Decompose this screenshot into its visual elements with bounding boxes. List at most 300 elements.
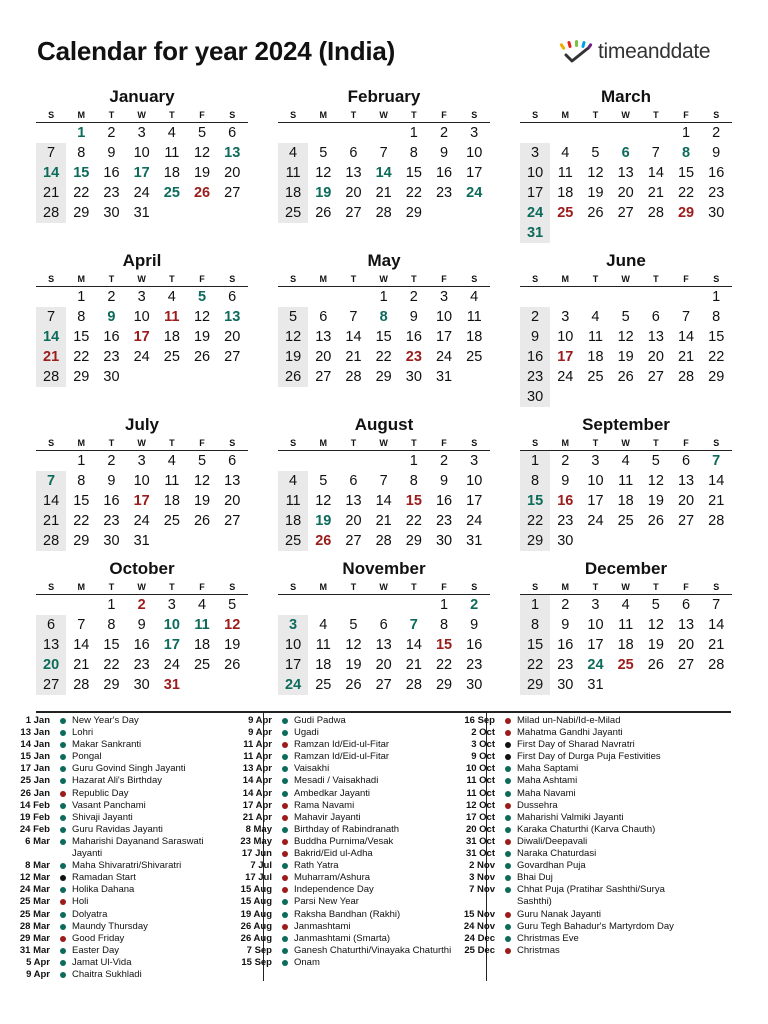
day-cell: 9 xyxy=(561,473,570,489)
holiday-date: 31 Mar xyxy=(19,944,50,956)
day-cell: 17 xyxy=(435,329,453,345)
empty-cell xyxy=(36,595,66,615)
holiday-date: 9 Apr xyxy=(26,968,50,980)
day-cell: 7 xyxy=(712,597,721,613)
holiday-item xyxy=(455,933,677,945)
day-cell: 18 xyxy=(193,637,211,653)
day-cell: 8 xyxy=(77,145,86,161)
holiday-date: 5 Apr xyxy=(26,956,50,968)
weekday-label: F xyxy=(441,582,447,592)
weekday-label: M xyxy=(319,110,328,120)
holiday-date: 8 May xyxy=(245,823,272,835)
holiday-date: 12 Mar xyxy=(19,872,50,884)
day-cell: 2 xyxy=(439,125,449,141)
day-cell: 3 xyxy=(278,615,308,635)
month-august xyxy=(278,414,490,551)
holiday-date: 11 Apr xyxy=(243,751,272,763)
day-cell: 6 xyxy=(681,453,691,469)
holiday-item xyxy=(10,739,232,751)
weekday-label: W xyxy=(621,582,630,592)
holiday-date: 15 Aug xyxy=(240,884,272,896)
holiday-date: 31 Oct xyxy=(465,835,495,847)
day-cell: 12 xyxy=(315,165,332,181)
day-cell: 26 xyxy=(193,513,211,529)
day-cell: 20 xyxy=(375,657,392,673)
day-cell: 14 xyxy=(36,163,66,183)
holiday-item xyxy=(455,800,677,812)
day-cell: 30 xyxy=(103,369,120,385)
holiday-name: Lohri xyxy=(72,727,94,739)
day-grid xyxy=(36,123,248,223)
weekday-label: F xyxy=(683,582,689,592)
weekday-label: S xyxy=(290,274,297,284)
weekday-label: M xyxy=(77,582,86,592)
bullet-dot-icon xyxy=(282,899,288,905)
day-cell: 1 xyxy=(681,125,691,141)
day-cell: 21 xyxy=(36,347,66,367)
holiday-item xyxy=(455,751,677,763)
empty-cell xyxy=(369,595,399,615)
day-cell: 10 xyxy=(520,163,550,183)
weekday-label: T xyxy=(169,582,175,592)
holiday-date: 25 Jan xyxy=(20,775,50,787)
day-cell: 21 xyxy=(405,657,422,673)
holiday-item xyxy=(232,739,454,751)
weekday-label: M xyxy=(561,582,570,592)
day-cell: 23 xyxy=(435,185,453,201)
holiday-item xyxy=(10,896,232,908)
day-cell: 13 xyxy=(315,329,332,345)
month-july xyxy=(36,414,248,551)
day-cell: 17 xyxy=(278,655,308,675)
holiday-item xyxy=(455,909,677,921)
empty-cell xyxy=(36,451,66,471)
day-cell: 27 xyxy=(677,657,695,673)
month-name: January xyxy=(109,87,175,106)
day-cell: 29 xyxy=(103,677,120,693)
bullet-dot-icon xyxy=(282,803,288,809)
weekday-label: W xyxy=(379,274,388,284)
day-grid xyxy=(36,451,248,551)
holiday-name: Easter Day xyxy=(72,944,119,956)
holiday-date: 15 Jan xyxy=(20,751,50,763)
holiday-item xyxy=(10,921,232,933)
day-cell: 19 xyxy=(193,165,211,181)
day-cell: 2 xyxy=(137,597,146,613)
day-cell: 15 xyxy=(73,493,90,509)
holiday-name: Shivaji Jayanti xyxy=(72,811,133,823)
day-cell: 6 xyxy=(349,145,358,161)
day-cell: 20 xyxy=(345,185,362,201)
holiday-date: 25 Mar xyxy=(19,908,50,920)
day-cell: 17 xyxy=(133,165,150,181)
day-cell: 20 xyxy=(677,637,695,653)
day-cell: 17 xyxy=(133,493,150,509)
holiday-item xyxy=(455,860,677,872)
bullet-dot-icon xyxy=(60,899,66,905)
day-cell: 6 xyxy=(349,473,358,489)
holiday-date: 17 Oct xyxy=(465,811,495,823)
day-cell: 16 xyxy=(708,165,725,181)
day-cell: 27 xyxy=(36,675,66,695)
holiday-name: Guru Govind Singh Jayanti xyxy=(72,763,186,775)
holiday-date: 25 Mar xyxy=(19,896,50,908)
day-cell: 25 xyxy=(557,205,574,221)
weekday-header xyxy=(36,108,248,123)
day-cell: 17 xyxy=(520,183,550,203)
holiday-name: Independence Day xyxy=(294,884,374,896)
holiday-date: 14 Jan xyxy=(20,739,50,751)
day-cell: 18 xyxy=(278,183,308,203)
day-cell: 24 xyxy=(587,657,604,673)
day-cell: 9 xyxy=(137,617,146,633)
day-cell: 27 xyxy=(224,513,241,529)
logo[interactable] xyxy=(558,40,710,64)
empty-cell xyxy=(36,287,66,307)
holiday-date: 14 Apr xyxy=(242,775,272,787)
bullet-dot-icon xyxy=(282,730,288,736)
day-cell: 28 xyxy=(375,205,392,221)
day-cell: 22 xyxy=(435,657,453,673)
holiday-name: Muharram/Ashura xyxy=(294,872,371,884)
weekday-label: T xyxy=(350,438,357,448)
bullet-dot-icon xyxy=(505,839,511,845)
weekday-label: M xyxy=(319,438,328,448)
day-cell: 10 xyxy=(133,473,150,489)
bullet-dot-icon xyxy=(60,803,66,809)
day-cell: 28 xyxy=(36,531,66,551)
day-cell: 7 xyxy=(379,145,388,161)
day-cell: 12 xyxy=(647,473,664,489)
weekday-label: T xyxy=(653,110,659,120)
day-cell: 3 xyxy=(137,289,146,305)
holiday-item xyxy=(232,788,454,800)
bullet-dot-icon xyxy=(505,778,511,784)
day-cell: 1 xyxy=(439,597,449,613)
day-cell: 24 xyxy=(133,513,150,529)
holiday-name: Maha Saptami xyxy=(517,763,579,775)
holiday-item xyxy=(10,800,232,812)
bullet-dot-icon xyxy=(282,887,288,893)
day-cell: 8 xyxy=(107,617,116,633)
holiday-date: 14 Apr xyxy=(242,787,272,799)
month-name: March xyxy=(600,87,652,106)
holiday-date: 9 Apr xyxy=(248,715,272,726)
day-cell: 26 xyxy=(193,185,211,201)
holiday-item xyxy=(10,884,232,896)
day-cell: 11 xyxy=(164,473,180,489)
day-cell: 3 xyxy=(591,597,600,613)
empty-cell xyxy=(369,451,399,471)
holiday-date: 19 Feb xyxy=(19,811,50,823)
weekday-label: T xyxy=(653,582,659,592)
day-cell: 30 xyxy=(466,677,483,693)
holiday-date: 7 Sep xyxy=(246,944,272,956)
day-cell: 31 xyxy=(133,205,150,221)
weekday-label: S xyxy=(229,438,236,448)
bullet-dot-icon xyxy=(505,754,511,760)
holiday-item xyxy=(232,775,454,787)
day-cell: 24 xyxy=(466,513,483,529)
holiday-item xyxy=(455,884,677,908)
holiday-name: Raksha Bandhan (Rakhi) xyxy=(294,908,401,920)
holiday-name: Chhat Puja (Pratihar Sashthi/Surya Sashthi) xyxy=(517,884,665,908)
day-cell: 27 xyxy=(345,205,362,221)
day-cell: 24 xyxy=(587,513,604,529)
day-cell: 23 xyxy=(557,657,574,673)
day-cell: 14 xyxy=(375,165,392,181)
holiday-name: Vasant Panchami xyxy=(72,799,146,811)
holiday-name: Karaka Chaturthi (Karva Chauth) xyxy=(517,823,656,835)
day-cell: 9 xyxy=(439,473,449,489)
day-cell: 9 xyxy=(520,327,550,347)
day-cell: 21 xyxy=(73,657,90,673)
day-cell: 8 xyxy=(409,145,418,161)
weekday-label: W xyxy=(379,582,388,592)
weekday-label: M xyxy=(319,274,328,284)
day-cell: 14 xyxy=(36,491,66,511)
weekday-label: S xyxy=(713,110,720,120)
bullet-dot-icon xyxy=(60,778,66,784)
day-cell: 31 xyxy=(587,677,604,693)
month-april xyxy=(36,250,248,387)
bullet-dot-icon xyxy=(60,863,66,869)
day-cell: 28 xyxy=(647,205,664,221)
day-cell: 25 xyxy=(278,531,308,551)
day-cell: 21 xyxy=(36,183,66,203)
weekday-label: S xyxy=(290,110,297,120)
day-cell: 29 xyxy=(73,205,90,221)
day-cell: 10 xyxy=(466,145,483,161)
weekday-header xyxy=(36,272,248,287)
holiday-date: 26 Aug xyxy=(240,920,272,932)
day-cell: 18 xyxy=(163,165,180,181)
bullet-dot-icon xyxy=(60,960,66,966)
month-september xyxy=(520,414,732,551)
holiday-name: Rath Yatra xyxy=(294,860,339,872)
day-cell: 11 xyxy=(278,491,308,511)
day-cell: 22 xyxy=(73,349,90,365)
holiday-date: 7 Jul xyxy=(250,860,272,872)
bullet-dot-icon xyxy=(60,948,66,954)
weekday-label: S xyxy=(713,582,720,592)
weekday-label: T xyxy=(411,438,417,448)
holiday-name: Holika Dahana xyxy=(72,884,135,896)
weekday-label: T xyxy=(592,274,599,284)
holiday-name: Buddha Purnima/Vesak xyxy=(294,835,394,847)
holiday-name: Ugadi xyxy=(294,727,319,739)
day-cell: 7 xyxy=(681,309,691,325)
day-cell: 17 xyxy=(466,165,483,181)
day-cell: 6 xyxy=(379,617,388,633)
holiday-name: New Year's Day xyxy=(72,715,139,726)
day-cell: 22 xyxy=(375,349,392,365)
day-cell: 19 xyxy=(315,185,332,201)
day-cell: 17 xyxy=(163,637,180,653)
holiday-name: Makar Sankranti xyxy=(72,739,142,751)
weekday-label: T xyxy=(411,274,417,284)
holiday-item xyxy=(232,812,454,824)
weekday-label: T xyxy=(108,438,115,448)
holiday-name: Maha Navami xyxy=(517,787,576,799)
weekday-label: S xyxy=(48,438,55,448)
logo-text: timeanddate xyxy=(598,40,711,63)
day-cell: 3 xyxy=(167,597,176,613)
day-cell: 1 xyxy=(712,289,721,305)
holiday-name: Christmas xyxy=(517,944,560,956)
day-cell: 25 xyxy=(193,657,211,673)
day-cell: 5 xyxy=(197,289,207,305)
day-cell: 17 xyxy=(587,637,604,653)
day-cell: 18 xyxy=(617,637,634,653)
weekday-label: S xyxy=(471,274,478,284)
empty-cell xyxy=(520,287,550,307)
holiday-date: 8 Mar xyxy=(25,860,50,872)
day-cell: 12 xyxy=(278,327,308,347)
holiday-name: Republic Day xyxy=(72,787,129,799)
holiday-name: Ambedkar Jayanti xyxy=(294,787,371,799)
day-cell: 4 xyxy=(167,125,176,141)
empty-cell xyxy=(580,287,610,307)
bullet-dot-icon xyxy=(60,730,66,736)
day-cell: 11 xyxy=(466,309,482,325)
weekday-label: W xyxy=(137,582,146,592)
holiday-item xyxy=(10,945,232,957)
bullet-dot-icon xyxy=(282,718,288,724)
holiday-item xyxy=(10,824,232,836)
weekday-label: S xyxy=(290,438,297,448)
day-cell: 15 xyxy=(73,165,90,181)
holiday-item xyxy=(232,836,454,848)
holiday-date: 17 Jun xyxy=(241,848,272,860)
day-cell: 29 xyxy=(73,369,90,385)
holiday-name: Govardhan Puja xyxy=(517,860,586,872)
weekday-label: S xyxy=(532,110,539,120)
day-cell: 30 xyxy=(557,677,574,693)
holiday-name: Guru Ravidas Jayanti xyxy=(72,823,163,835)
holiday-name: Bakrid/Eid ul-Adha xyxy=(294,848,373,860)
day-cell: 13 xyxy=(224,309,241,325)
holiday-name: Guru Nanak Jayanti xyxy=(517,908,601,920)
holiday-date: 6 Mar xyxy=(25,835,50,847)
holiday-date: 3 Oct xyxy=(471,739,495,751)
day-cell: 5 xyxy=(621,309,630,325)
weekday-label: W xyxy=(379,438,388,448)
holiday-item xyxy=(455,921,677,933)
day-cell: 2 xyxy=(470,597,479,613)
empty-cell xyxy=(308,595,338,615)
bullet-dot-icon xyxy=(282,960,288,966)
day-cell: 3 xyxy=(470,125,479,141)
day-cell: 27 xyxy=(224,185,241,201)
day-cell: 30 xyxy=(133,677,150,693)
holiday-name: Naraka Chaturdasi xyxy=(517,848,597,860)
day-cell: 10 xyxy=(133,145,150,161)
weekday-label: T xyxy=(592,438,599,448)
month-march xyxy=(520,86,732,243)
weekday-label: F xyxy=(199,110,205,120)
day-grid xyxy=(278,287,490,387)
day-cell: 16 xyxy=(520,347,550,367)
day-cell: 23 xyxy=(466,657,483,673)
bullet-dot-icon xyxy=(505,863,511,869)
day-cell: 16 xyxy=(405,329,422,345)
day-cell: 13 xyxy=(677,473,695,489)
day-cell: 11 xyxy=(164,145,180,161)
day-cell: 13 xyxy=(375,637,392,653)
month-name: October xyxy=(109,559,175,578)
day-cell: 23 xyxy=(103,185,120,201)
day-cell: 18 xyxy=(557,185,574,201)
holiday-date: 23 May xyxy=(240,835,272,847)
holiday-name: Guru Tegh Bahadur's Martyrdom Day xyxy=(517,920,674,932)
day-cell: 11 xyxy=(194,617,210,633)
day-cell: 4 xyxy=(561,145,570,161)
month-february xyxy=(278,86,490,223)
day-cell: 28 xyxy=(708,657,725,673)
day-cell: 25 xyxy=(163,513,180,529)
holiday-name: Birthday of Rabindranath xyxy=(294,823,400,835)
weekday-label: T xyxy=(653,274,659,284)
holiday-item xyxy=(232,800,454,812)
day-cell: 28 xyxy=(36,203,66,223)
day-cell: 14 xyxy=(708,617,725,633)
holiday-date: 13 Apr xyxy=(242,763,272,775)
day-cell: 27 xyxy=(375,677,392,693)
day-cell: 22 xyxy=(73,513,90,529)
day-cell: 10 xyxy=(587,473,604,489)
empty-cell xyxy=(36,123,66,143)
day-cell: 15 xyxy=(375,329,392,345)
holiday-date: 15 Nov xyxy=(463,908,495,920)
holiday-item xyxy=(232,945,454,957)
day-cell: 16 xyxy=(103,329,120,345)
holiday-item xyxy=(10,872,232,884)
day-cell: 1 xyxy=(77,289,86,305)
empty-cell xyxy=(671,287,701,307)
bullet-dot-icon xyxy=(282,924,288,930)
day-cell: 2 xyxy=(439,453,449,469)
bullet-dot-icon xyxy=(282,791,288,797)
day-cell: 4 xyxy=(470,289,479,305)
day-cell: 5 xyxy=(319,473,328,489)
day-cell: 15 xyxy=(708,329,725,345)
day-cell: 23 xyxy=(133,657,150,673)
day-grid xyxy=(520,451,732,551)
weekday-label: T xyxy=(108,274,115,284)
day-cell: 29 xyxy=(677,205,695,221)
day-cell: 12 xyxy=(617,329,634,345)
holiday-date: 1 Jan xyxy=(25,715,50,726)
day-cell: 11 xyxy=(587,329,603,345)
holiday-item xyxy=(10,836,232,860)
holiday-item xyxy=(455,836,677,848)
day-cell: 12 xyxy=(587,165,604,181)
day-cell: 8 xyxy=(409,473,418,489)
day-cell: 17 xyxy=(466,493,483,509)
day-cell: 10 xyxy=(133,309,150,325)
holiday-item xyxy=(455,812,677,824)
month-name: September xyxy=(582,415,670,434)
day-cell: 26 xyxy=(617,369,634,385)
empty-cell xyxy=(278,287,308,307)
day-cell: 9 xyxy=(470,617,479,633)
holiday-item xyxy=(455,824,677,836)
day-cell: 13 xyxy=(345,493,362,509)
day-cell: 18 xyxy=(163,493,180,509)
day-cell: 19 xyxy=(224,637,241,653)
day-cell: 7 xyxy=(36,471,66,491)
